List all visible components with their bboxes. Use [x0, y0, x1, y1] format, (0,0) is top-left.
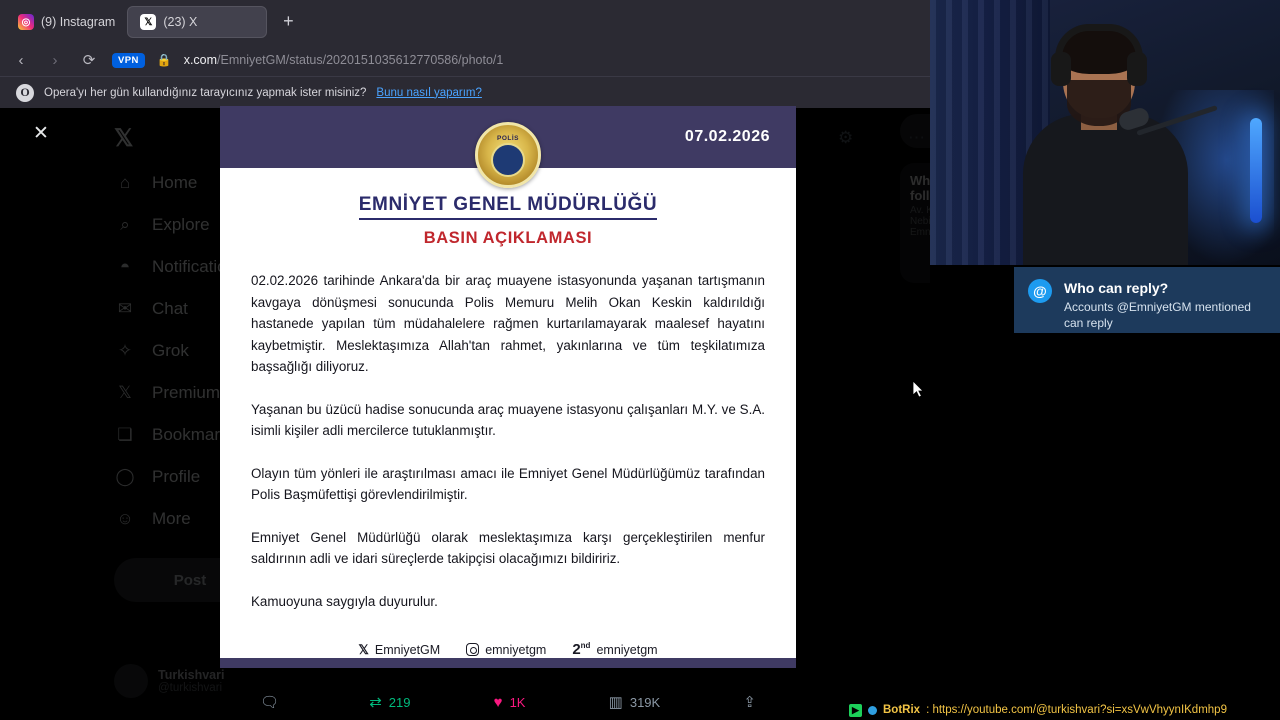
views-count: 319K [629, 694, 661, 710]
seal-label: POLİS [496, 135, 519, 142]
press-release-title: EMNİYET GENEL MÜDÜRLÜĞÜ [359, 194, 657, 220]
x-icon: 𝕏 [358, 641, 369, 657]
reply-button[interactable] [260, 693, 286, 711]
bot-name: BotRix [883, 704, 921, 716]
paragraph: Yaşanan bu üzücü hadise sonucunda araç muayene istasyonu çalışanları M.Y. ve S.A. isimli kişiler adli mercilerce tutuklanmıştır. [251, 401, 765, 438]
paragraph: Kamuoyuna saygıyla duyurulur. [251, 593, 438, 609]
streamer-figure [1015, 22, 1200, 265]
new-tab-button[interactable]: + [283, 11, 294, 31]
opera-logo: O [16, 84, 34, 102]
stream-bot-banner [845, 700, 1280, 720]
browser-tab-x[interactable] [127, 6, 267, 38]
repost-count: 219 [388, 694, 411, 710]
browser-tab-title: (23) X [163, 15, 198, 29]
streamer-torso [1023, 114, 1188, 269]
bot-url: : https://youtube.com/@turkishvari?si=xsVwVhyynIKdmhp9 [926, 704, 1227, 716]
headphone-left-cup [1051, 52, 1071, 86]
paragraph: 02.02.2026 tarihinde Ankara'da bir araç muayene istasyonunda yaşanan tartışmanın kavgaya dönüşmesi sonucunda Polis Memuru Melih Okan Keskin kaldırıldığı hastanede yapılan tüm müdahalelere rağmen kurtarılamayarak maalesef hayatını kaybetmiştir. Meslektaşımıza Allah'tan rahmet, yakınlarına ve tüm teşkilatımıza başsağlığı diliyoruz. [251, 273, 765, 374]
repost-icon: ⇄ [369, 694, 382, 711]
stream-badge-icon: ▶ [849, 704, 862, 717]
police-seal-icon [475, 122, 541, 188]
at-icon: @ [1028, 279, 1052, 303]
who-can-reply-title: Who can reply? [1064, 280, 1169, 296]
views-button[interactable] [609, 693, 661, 711]
share-button[interactable] [743, 693, 756, 711]
repost-button[interactable] [369, 693, 410, 711]
reply-icon: 🗨 [260, 694, 280, 711]
press-release-header [220, 106, 796, 168]
reload-icon[interactable]: ⟳ [82, 52, 96, 69]
seal-inner [491, 143, 525, 177]
paragraph: Emniyet Genel Müdürlüğü olarak meslektaşımıza karşı gerçekleştirilen menfur saldırının adli ve idari süreçlerde takipçisi olacağımızı bildiririz. [251, 529, 765, 566]
press-release-body [220, 248, 796, 612]
footer-handle-text: emniyetgm [485, 642, 547, 657]
browser-tab-instagram[interactable] [6, 6, 127, 38]
press-release-image[interactable] [220, 106, 796, 668]
footer-handle-second [572, 641, 657, 658]
headphone-right-cup [1127, 52, 1147, 86]
forward-arrow-icon: › [52, 51, 58, 69]
press-release-bottom-bar [220, 658, 796, 668]
webcam-overlay [930, 0, 1280, 265]
press-release-date: 07.02.2026 [684, 128, 770, 145]
opera-default-browser-notification [0, 76, 930, 108]
notification-link[interactable]: Bunu nasıl yaparım? [376, 86, 482, 99]
url-path: /EmniyetGM/status/2020151035612770586/photo/1 [217, 53, 504, 67]
tweet-action-bar [220, 684, 796, 720]
instagram-icon [466, 643, 479, 656]
paragraph: Olayın tüm yönleri ile araştırılması amacı ile Emniyet Genel Müdürlüğümüz tarafından Polis Başmüfettişi görevlendirilmiştir. [251, 465, 765, 502]
blue-dot-icon [868, 706, 877, 715]
instagram-icon: ◎ [18, 14, 34, 30]
like-button[interactable] [494, 694, 526, 711]
share-icon: ⇪ [743, 694, 756, 711]
notification-message: Opera'yı her gün kullandığınız tarayıcınız yapmak ister misiniz? [44, 86, 367, 99]
press-release-subtitle: BASIN AÇIKLAMASI [423, 229, 593, 247]
who-can-reply-subtitle: Accounts @EmniyetGM mentioned can reply [1064, 300, 1251, 330]
url-text[interactable] [184, 53, 504, 67]
footer-handle-text: emniyetgm [596, 642, 658, 657]
close-icon[interactable]: ✕ [33, 122, 49, 144]
vpn-badge[interactable]: VPN [112, 53, 145, 68]
footer-handle-x [358, 642, 440, 658]
mouse-cursor [913, 381, 925, 399]
press-release-footer [220, 641, 796, 658]
right-black-panel [930, 265, 1280, 720]
browser-tab-title: (9) Instagram [41, 15, 116, 29]
led-light-strip [1250, 118, 1262, 223]
footer-handle-text: EmniyetGM [374, 642, 441, 657]
x-icon: 𝕏 [140, 14, 156, 30]
url-domain: x.com [183, 53, 218, 67]
who-can-reply-tooltip [1014, 267, 1280, 333]
browser-url-bar [0, 44, 930, 76]
analytics-icon: ▥ [608, 694, 623, 711]
heart-icon: ♥ [493, 693, 503, 711]
2nd-icon: 2nd [572, 641, 591, 658]
lock-icon: 🔒 [156, 53, 172, 67]
footer-handle-instagram [466, 643, 546, 657]
browser-tab-strip [0, 0, 930, 44]
like-count: 1K [509, 694, 526, 710]
back-arrow-icon[interactable]: ‹ [18, 51, 24, 69]
